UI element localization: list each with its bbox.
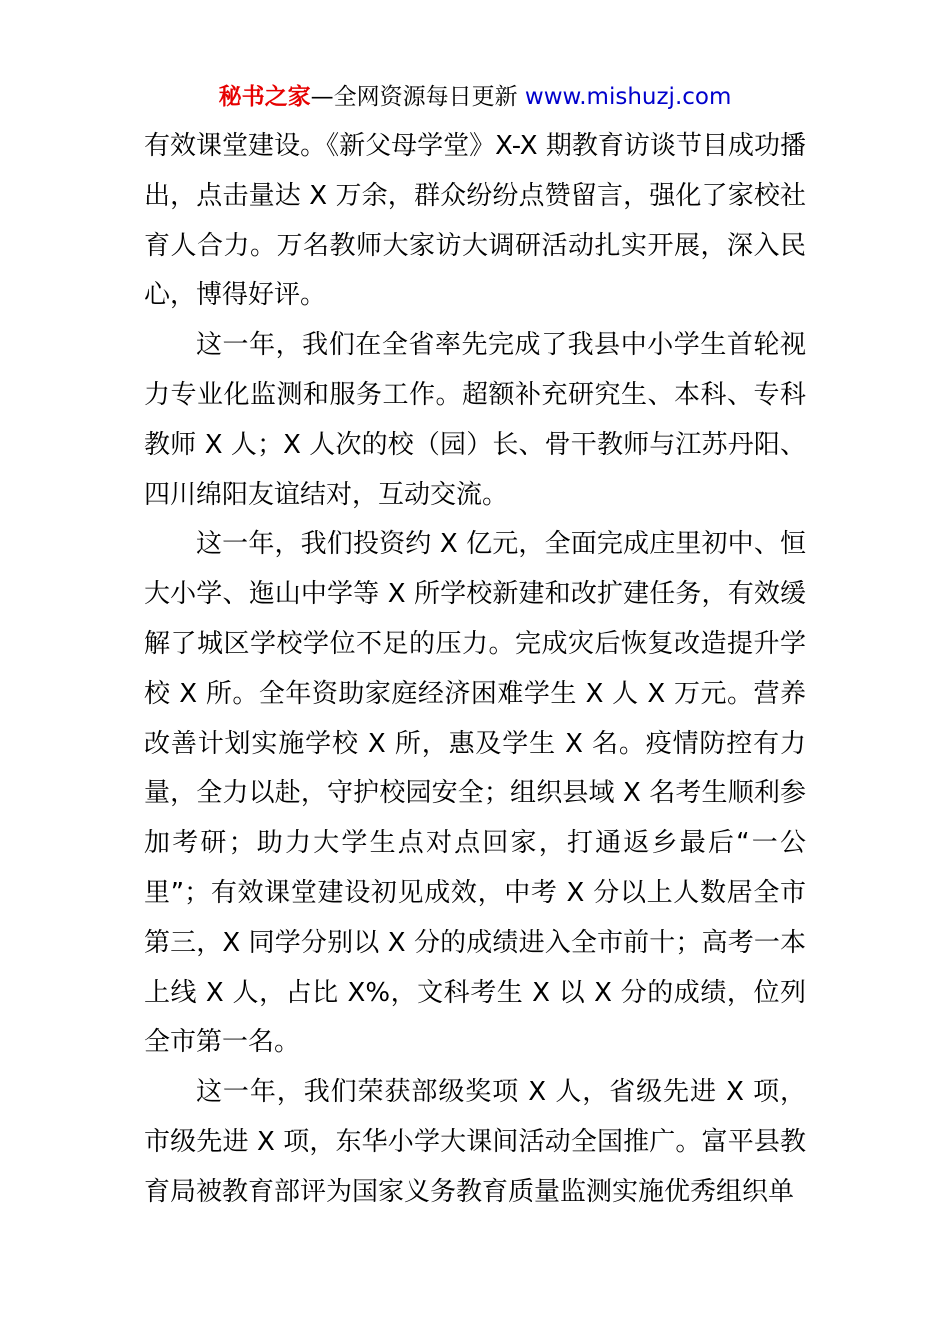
paragraph-continuation: 有效课堂建设。《新父母学堂》X-X 期教育访谈节目成功播出，点击量达 X 万余，群众纷纷点赞留言，强化了家校社育人合力。万名教师大家访大调研活动扎实开展，深入民心，博得好评。 [144,131,806,311]
site-tagline: —全网资源每日更新 [310,84,525,110]
site-brand: 秘书之家 [218,84,311,110]
document-body [144,122,806,1218]
site-url-link[interactable]: www.mishuzj.com [524,84,732,110]
page-header [0,80,950,114]
paragraph-school-investment: 这一年，我们投资约 X 亿元，全面完成庄里初中、恒大小学、迤山中学等 X 所学校新建和改扩建任务，有效缓解了城区学校学位不足的压力。完成灾后恢复改造提升学校 X 所。全年资助家庭经济困难学生 X 人 X 万元。营养改善计划实施学校 X 所，惠及学生 X 名。疫情防控有力量，全力以赴，守护校园安全；组织县域 X 名考生顺利参加考研；助力大学生点对点回家，打通返乡最后“一公里”；有效课堂建设初见成效，中考 X 分以上人数居全市第三，X 同学分别以 X 分的成绩进入全市前十；高考一本上线 X 人，占比 X%，文科考生 X 以 X 分的成绩，位列全市第一名。 [144,529,806,1058]
paragraph-vision-monitoring: 这一年，我们在全省率先完成了我县中小学生首轮视力专业化监测和服务工作。超额补充研究生、本科、专科教师 X 人；X 人次的校（园）长、骨干教师与江苏丹阳、四川绵阳友谊结对，互动交流。 [144,330,806,510]
paragraph-awards: 这一年，我们荣获部级奖项 X 人，省级先进 X 项，市级先进 X 项，东华小学大课间活动全国推广。富平县教育局被教育部评为国家义务教育质量监测实施优秀组织单 [144,1077,806,1207]
